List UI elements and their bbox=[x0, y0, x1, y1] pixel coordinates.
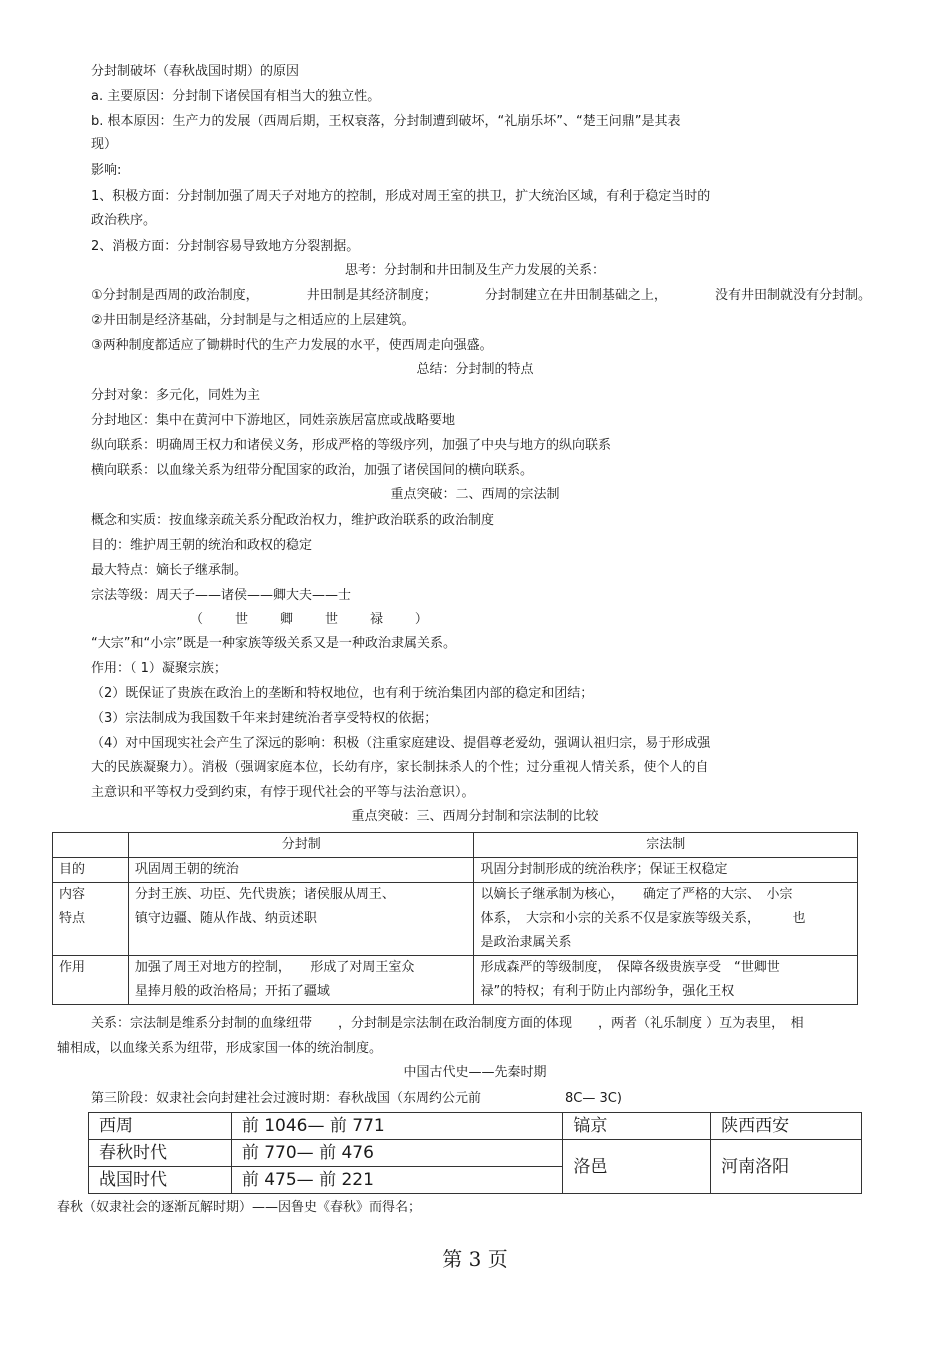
period-location: 河南洛阳 bbox=[711, 1140, 862, 1194]
table-cell: 巩固周王朝的统治 bbox=[128, 858, 474, 883]
comparison-table bbox=[52, 832, 858, 1005]
char-qing: 卿 bbox=[279, 612, 293, 627]
char-lu: 禄 bbox=[369, 612, 383, 627]
cell-line: 加强了周王对地方的控制， 形成了对周王室众 bbox=[134, 960, 415, 975]
period-years: 前 1046— 前 771 bbox=[231, 1113, 563, 1140]
cell-line: 体系， 大宗和小宗的关系不仅是家族等级关系， 也 bbox=[480, 911, 806, 926]
text-relationship: 关系：宗法制是维系分封制的血缘纽带 ，分封制是宗法制在政治制度方面的体现 ，两者（礼乐制度 ）互为表里， 相 bbox=[91, 1016, 804, 1031]
period-table bbox=[88, 1112, 862, 1194]
text-stage-three bbox=[91, 1090, 622, 1108]
text-positive-effect-cont: 政治秩序。 bbox=[91, 213, 157, 228]
period-location: 陕西西安 bbox=[711, 1113, 862, 1140]
heading-summary: 总结：分封制的特点 bbox=[416, 362, 534, 377]
text-dazong-xiaozong: “大宗”和“小宗”既是一种家族等级关系又是一种政治隶属关系。 bbox=[91, 636, 456, 651]
table-cell bbox=[53, 833, 129, 858]
table-cell: 目的 bbox=[53, 858, 129, 883]
text-fengjian-region: 分封地区：集中在黄河中下游地区，同姓亲族居富庶或战略要地 bbox=[91, 413, 456, 428]
cell-line: 特点 bbox=[59, 911, 86, 926]
text-influence-label: 影响: bbox=[91, 163, 122, 178]
char-shi-2: 世 bbox=[324, 612, 338, 627]
text-zongfa-feature: 最大特点：嫡长子继承制。 bbox=[91, 563, 248, 578]
cell-line: 内容 bbox=[59, 887, 86, 902]
text-effect-4-cont1: 大的民族凝聚力）。消极（强调家庭本位，长幼有序，家长制抹杀人的个性；过分重视人情关系，使个人的自 bbox=[91, 760, 709, 775]
period-years: 前 475— 前 221 bbox=[231, 1167, 563, 1194]
period-name: 西周 bbox=[89, 1113, 232, 1140]
paren-open: （ bbox=[190, 612, 204, 627]
table-row bbox=[53, 858, 858, 883]
cell-line: 形成森严的等级制度， 保障各级贵族享受 “世卿世 bbox=[480, 960, 780, 975]
cell-line: 是政治隶属关系 bbox=[480, 935, 572, 950]
text-relation-1 bbox=[91, 287, 871, 305]
table-cell bbox=[474, 883, 858, 956]
table-cell: 巩固分封制形成的统治秩序；保证王权稳定 bbox=[474, 858, 858, 883]
text-effect-2: （2）既保证了贵族在政治上的垄断和特权地位，也有利于统治集团内部的稳定和团结； bbox=[91, 686, 594, 701]
table-row bbox=[53, 956, 858, 1005]
period-name: 春秋时代 bbox=[89, 1140, 232, 1167]
table-header: 分封制 bbox=[128, 833, 474, 858]
cell-line: 镇守边疆、随从作战、纳贡述职 bbox=[134, 911, 317, 926]
text-relationship-cont: 辅相成，以血缘关系为纽带，形成家国一体的统治制度。 bbox=[57, 1041, 383, 1056]
char-shi-1: 世 bbox=[234, 612, 248, 627]
stage-label: 第三阶段：奴隶社会向封建社会过渡时期：春秋战国（东周约公元前 bbox=[91, 1091, 482, 1106]
text-relation-1d: 没有井田制就没有分封制。 bbox=[714, 288, 871, 303]
text-vertical-link: 纵向联系：明确周王权力和诸侯义务，形成严格的等级序列，加强了中央与地方的纵向联系 bbox=[91, 438, 612, 453]
table-cell: 作用 bbox=[53, 956, 129, 1005]
table-cell bbox=[474, 956, 858, 1005]
text-relation-1a: ①分封制是西周的政治制度， bbox=[91, 288, 259, 303]
text-horizontal-link: 横向联系：以血缘关系为纽带分配国家的政治，加强了诸侯国间的横向联系。 bbox=[91, 463, 534, 478]
heading-zongfa: 重点突破：二、西周的宗法制 bbox=[390, 487, 560, 502]
text-chunqiu-origin: 春秋（奴隶社会的逐渐瓦解时期）——因鲁史《春秋》而得名； bbox=[57, 1200, 422, 1215]
heading-thinking: 思考：分封制和井田制及生产力发展的关系： bbox=[344, 263, 605, 278]
period-years: 前 770— 前 476 bbox=[231, 1140, 563, 1167]
text-root-cause-cont: 现） bbox=[91, 137, 118, 152]
text-effect-4-cont2: 主意识和平等权力受到约束，有悖于现代社会的平等与法治意识）。 bbox=[91, 785, 475, 800]
stage-range: 8C— 3C) bbox=[565, 1091, 622, 1106]
period-name: 战国时代 bbox=[89, 1167, 232, 1194]
text-relation-1b: 井田制是其经济制度； bbox=[306, 288, 437, 303]
cell-line: 以嫡长子继承制为核心， 确定了严格的大宗、 小宗 bbox=[480, 887, 793, 902]
cell-line: 星捧月般的政治格局；开拓了疆域 bbox=[134, 984, 330, 999]
page-number: 第 3 页 bbox=[442, 1247, 508, 1271]
text-relation-1c: 分封制建立在井田制基础之上， bbox=[484, 288, 667, 303]
table-cell bbox=[128, 956, 474, 1005]
text-relation-3: ③两种制度都适应了锄耕时代的生产力发展的水平，使西周走向强盛。 bbox=[91, 338, 493, 353]
paren-close: ） bbox=[414, 612, 428, 627]
text-fengjian-object: 分封对象：多元化，同姓为主 bbox=[91, 388, 261, 403]
heading-ancient-history: 中国古代史——先秦时期 bbox=[403, 1065, 547, 1080]
text-relation-2: ②井田制是经济基础，分封制是与之相适应的上层建筑。 bbox=[91, 313, 415, 328]
period-capital: 洛邑 bbox=[563, 1140, 711, 1194]
table-row bbox=[53, 833, 858, 858]
text-main-cause: a. 主要原因：分封制下诸侯国有相当大的独立性。 bbox=[91, 89, 381, 104]
text-root-cause: b. 根本原因：生产力的发展（西周后期，王权衰落，分封制遭到破坏，“礼崩乐坏”、“楚王问鼎”是其表 bbox=[91, 114, 681, 129]
text-zongfa-purpose: 目的：维护周王朝的统治和政权的稳定 bbox=[91, 538, 313, 553]
table-row bbox=[53, 883, 858, 956]
table-cell bbox=[128, 883, 474, 956]
text-positive-effect: 1、积极方面：分封制加强了周天子对地方的控制，形成对周王室的拱卫，扩大统治区域，有利于稳定当时的 bbox=[91, 189, 711, 204]
table-row bbox=[89, 1140, 862, 1167]
cell-line: 禄”的特权；有利于防止内部纷争，强化王权 bbox=[480, 984, 735, 999]
text-effect-4: （4）对中国现实社会产生了深远的影响：积极（注重家庭建设、提倡尊老爱幼，强调认祖归宗，易于形成强 bbox=[91, 736, 711, 751]
table-row bbox=[89, 1113, 862, 1140]
cell-line: 分封王族、功臣、先代贵族；诸侯服从周王、 bbox=[134, 887, 395, 902]
text-zongfa-concept: 概念和实质：按血缘亲疏关系分配政治权力，维护政治联系的政治制度 bbox=[91, 513, 495, 528]
table-header: 宗法制 bbox=[474, 833, 858, 858]
heading-comparison: 重点突破：三、西周分封制和宗法制的比较 bbox=[351, 809, 599, 824]
text-negative-effect: 2、消极方面：分封制容易导致地方分裂割据。 bbox=[91, 239, 360, 254]
table-cell bbox=[53, 883, 129, 956]
heading-fengjian-causes: 分封制破坏（春秋战国时期）的原因 bbox=[91, 64, 300, 79]
text-effect-3: （3）宗法制成为我国数千年来封建统治者享受特权的依据； bbox=[91, 711, 438, 726]
text-zongfa-levels: 宗法等级：周天子——诸侯——卿大夫——士 bbox=[91, 588, 352, 603]
period-capital: 镐京 bbox=[563, 1113, 711, 1140]
text-shiqing-shilu bbox=[190, 611, 428, 629]
text-effect-1: 作用：（ 1）凝聚宗族； bbox=[91, 661, 227, 676]
